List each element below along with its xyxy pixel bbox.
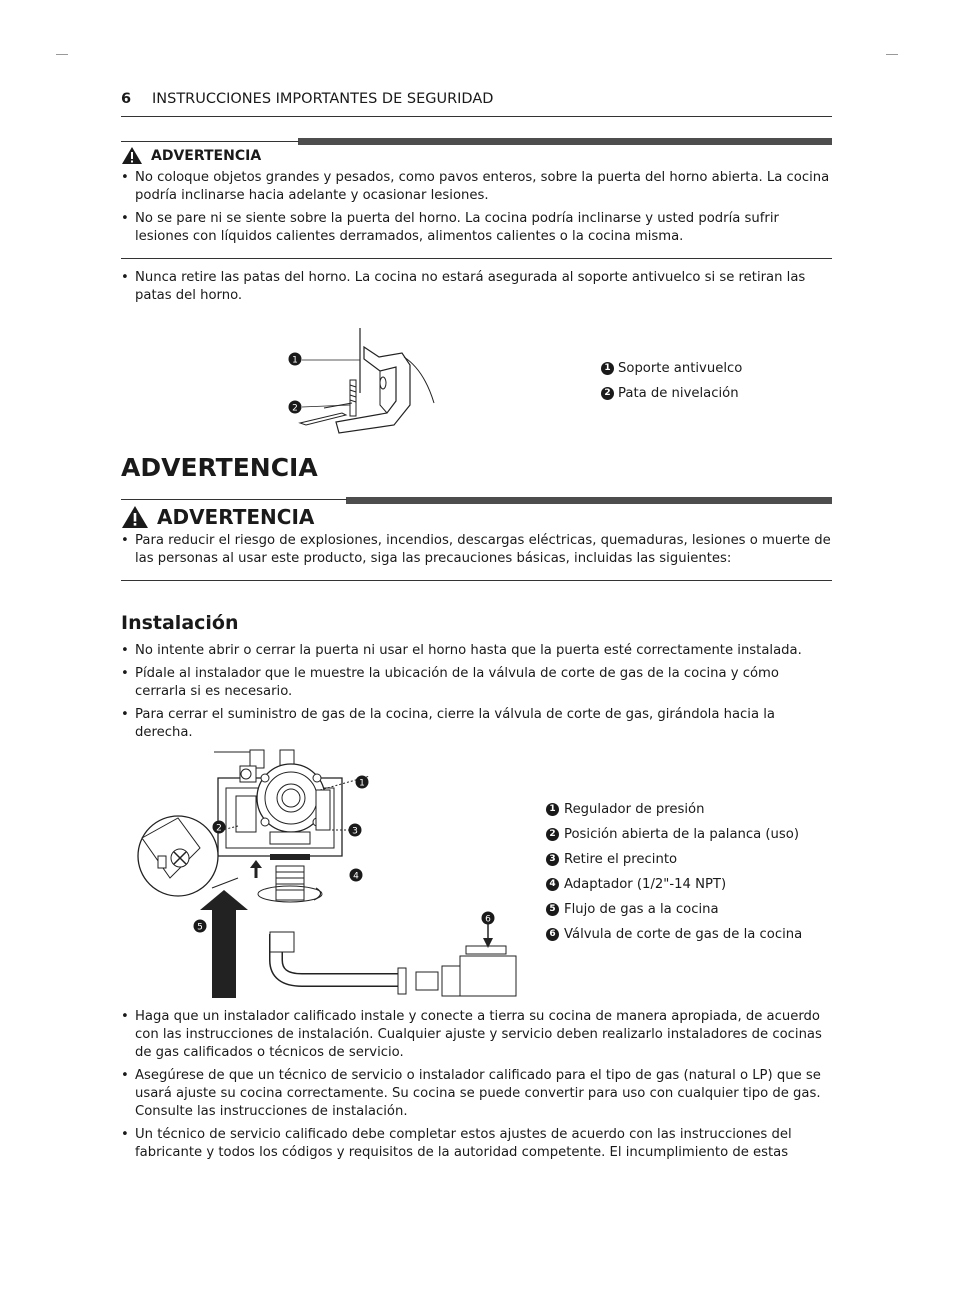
legend-text: Retire el precinto: [564, 852, 678, 867]
figure1-legend: [601, 360, 742, 410]
gas-regulator-figure: [130, 748, 530, 1000]
page-number: 6: [121, 91, 132, 107]
legend-text: Adaptador (1/2"-14 NPT): [564, 877, 727, 892]
crop-mark-right: [886, 54, 898, 55]
legend-text: Regulador de presión: [564, 802, 705, 817]
crop-mark-left: [56, 54, 68, 55]
legend-item: [546, 926, 802, 951]
legend-item: [546, 801, 802, 826]
legend-number: 6: [546, 928, 559, 941]
list-item: • Pídale al instalador que le muestre la ubicación de la válvula de corte de gas de la cocina y cómo cerrarla si es necesario.: [121, 665, 833, 701]
warning-list-1: [121, 169, 833, 251]
callout-3-label: 3: [352, 826, 358, 837]
list-item: • No intente abrir o cerrar la puerta ni usar el horno hasta que la puerta esté correctamente instalada.: [121, 642, 833, 660]
legs-note-list: [121, 269, 833, 310]
legend-number: 3: [546, 853, 559, 866]
callout-2-label: 2: [216, 823, 222, 834]
legend-item: [546, 876, 802, 901]
callout-6-label: 6: [485, 914, 491, 925]
warning-box-bar: [346, 497, 832, 504]
callout-4-label: 4: [353, 871, 359, 882]
list-item: • Nunca retire las patas del horno. La cocina no estará asegurada al soporte antivuelco si se retiran las patas del horno.: [121, 269, 833, 305]
list-item: • Para cerrar el suministro de gas de la cocina, cierre la válvula de corte de gas, girándola hacia la derecha.: [121, 706, 833, 742]
legend-item: [601, 385, 742, 410]
callout-2-label: 2: [292, 403, 298, 414]
legend-number: 1: [546, 803, 559, 816]
legend-text: Soporte antivuelco: [618, 361, 743, 376]
warning-list-2: [121, 532, 833, 573]
installation-title: Instalación: [121, 612, 239, 634]
list-item: • Haga que un instalador calificado instale y conecte a tierra su cocina de manera apropiada, de acuerdo con las instrucciones de instalación. Cualquier ajuste y servicio deben realizarlo instaladores de cocinas de gas calificados o técnicos de servicio.: [121, 1008, 833, 1062]
callout-1-label: 1: [292, 355, 298, 366]
legend-item: [546, 826, 802, 851]
warning-title-text-1: ADVERTENCIA: [151, 147, 262, 164]
legend-item: [546, 901, 802, 926]
warning-title-1: [121, 146, 261, 165]
final-list: [121, 1008, 833, 1167]
warning-box-line: [121, 499, 347, 500]
legend-number: 2: [601, 387, 614, 400]
legend-text: Válvula de corte de gas de la cocina: [564, 927, 803, 942]
page-header: [121, 90, 832, 117]
legend-item: [546, 851, 802, 876]
warning-triangle-icon: [121, 146, 143, 165]
list-item: • No se pare ni se siente sobre la puerta del horno. La cocina podría inclinarse y usted podría sufrir lesiones con líquidos calientes derramados, alimentos calientes o la cocina misma.: [121, 210, 833, 246]
list-item: • No coloque objetos grandes y pesados, como pavos enteros, sobre la puerta del horno abierta. La cocina podría inclinarse hacia adelante y ocasionar lesiones.: [121, 169, 833, 205]
legend-item: [601, 360, 742, 385]
callout-1-label: 1: [359, 778, 365, 789]
warning-box-bar: [298, 138, 832, 145]
legend-text: Flujo de gas a la cocina: [564, 902, 719, 917]
section-title: ADVERTENCIA: [121, 453, 318, 482]
legend-text: Posición abierta de la palanca (uso): [564, 827, 799, 842]
legend-number: 4: [546, 878, 559, 891]
warning-title-text-2: ADVERTENCIA: [157, 505, 315, 529]
warning-title-2: [121, 504, 314, 530]
warning-box-line: [121, 141, 299, 142]
legend-number: 2: [546, 828, 559, 841]
warning-triangle-icon: [121, 505, 149, 529]
anti-tip-bracket-figure: [284, 325, 444, 440]
list-item: • Asegúrese de que un técnico de servicio o instalador calificado para el tipo de gas (natural o LP) que se usará ajuste su cocina correctamente. Su cocina se puede convertir para uso con cualquier tipo de gas. Consulte las instrucciones de instalación.: [121, 1067, 833, 1121]
callout-5-label: 5: [197, 922, 203, 933]
installation-list: [121, 642, 833, 747]
legend-number: 1: [601, 362, 614, 375]
legend-number: 5: [546, 903, 559, 916]
figure2-legend: [546, 801, 802, 951]
page-header-title: INSTRUCCIONES IMPORTANTES DE SEGURIDAD: [152, 91, 494, 107]
legend-text: Pata de nivelación: [618, 386, 739, 401]
list-item: • Para reducir el riesgo de explosiones, incendios, descargas eléctricas, quemaduras, lesiones o muerte de las personas al usar este producto, siga las precauciones básicas, incluidas las siguientes:: [121, 532, 833, 568]
list-item: • Un técnico de servicio calificado debe completar estos ajustes de acuerdo con las instrucciones del fabricante y todos los códigos y requisitos de la autoridad competente. El incumplimiento de estas: [121, 1126, 833, 1162]
